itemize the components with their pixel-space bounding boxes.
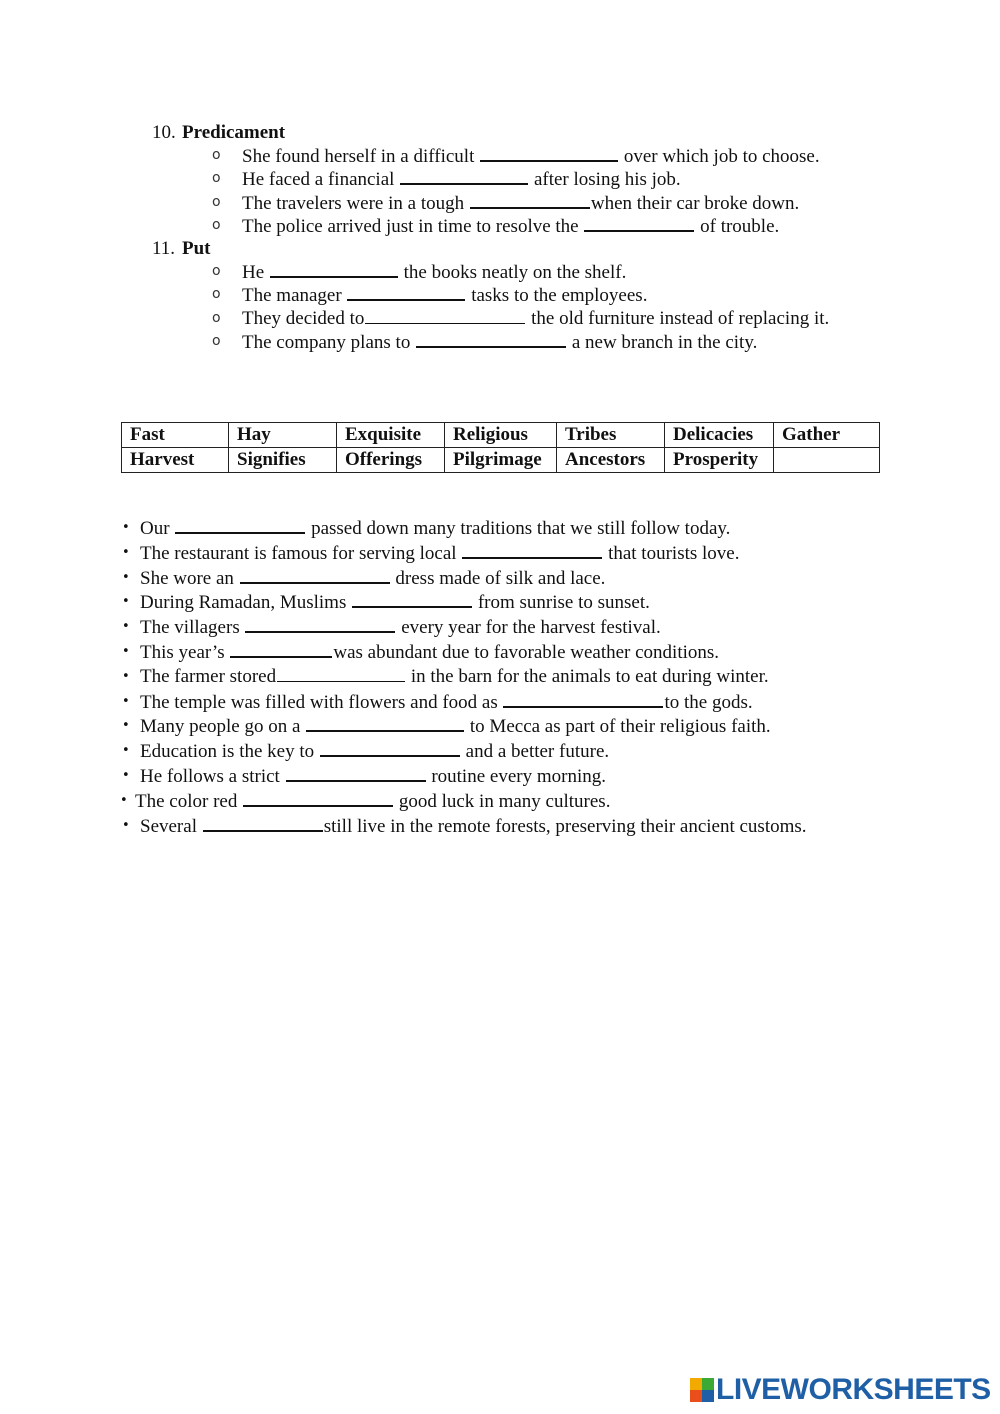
list-item: o The travelers were in a tough when their car broke down.: [212, 192, 800, 214]
logo-square: [702, 1378, 714, 1390]
sentence-item: • Many people go on a to Mecca as part of their religious faith.: [122, 716, 771, 738]
example-list: [152, 260, 952, 353]
answer-blank[interactable]: [306, 714, 464, 732]
list-item: o He the books neatly on the shelf.: [212, 262, 627, 283]
sentence-item: • This year’s was abundant due to favorable weather conditions.: [122, 641, 720, 663]
answer-blank[interactable]: [240, 566, 390, 584]
logo-mark-icon: [690, 1378, 714, 1402]
answer-blank[interactable]: [352, 590, 472, 608]
word-bank-cell: Offerings: [337, 448, 445, 473]
section-put: [152, 237, 952, 353]
answer-blank[interactable]: [400, 167, 528, 185]
bullet-icon: •: [122, 668, 130, 684]
bullet-icon: •: [122, 619, 130, 635]
answer-blank[interactable]: [347, 283, 465, 301]
bullet-icon: •: [122, 817, 130, 833]
sentence-item: • The villagers every year for the harvest festival.: [122, 617, 661, 639]
answer-blank[interactable]: [245, 615, 395, 633]
word-bank-cell: Religious: [445, 423, 557, 448]
answer-blank[interactable]: [230, 640, 332, 658]
bullet-icon: •: [122, 643, 130, 659]
word-bank-cell: Fast: [122, 423, 229, 448]
circle-bullet-icon: o: [212, 170, 221, 187]
section-title: [152, 237, 952, 260]
section-predicament: [152, 121, 952, 237]
answer-blank[interactable]: [365, 307, 525, 324]
section-number: 11.: [152, 238, 176, 259]
answer-blank[interactable]: [462, 541, 602, 559]
sentence-item: • He follows a strict routine every morning.: [122, 765, 606, 787]
sentence-item: • The temple was filled with flowers and food as to the gods.: [122, 691, 753, 713]
section-word: Predicament: [182, 122, 286, 143]
answer-blank[interactable]: [584, 214, 694, 232]
circle-bullet-icon: o: [212, 332, 221, 349]
answer-blank[interactable]: [175, 516, 305, 534]
circle-bullet-icon: o: [212, 263, 221, 279]
word-bank-cell: Exquisite: [337, 423, 445, 448]
logo-square: [690, 1378, 702, 1390]
section-title: [152, 121, 952, 144]
list-item: o They decided to the old furniture instead of replacing it.: [212, 307, 830, 329]
word-bank-row: [122, 448, 880, 473]
list-item: o The company plans to a new branch in the city.: [212, 331, 758, 353]
bullet-icon: •: [122, 718, 130, 734]
list-item: o The manager tasks to the employees.: [212, 285, 648, 307]
answer-blank[interactable]: [503, 690, 663, 708]
circle-bullet-icon: o: [212, 216, 221, 233]
section-word: Put: [182, 238, 211, 259]
sentence-item: • The farmer stored in the barn for the animals to eat during winter.: [120, 665, 980, 690]
answer-blank[interactable]: [203, 814, 323, 832]
circle-bullet-icon: o: [212, 147, 221, 163]
answer-blank[interactable]: [270, 260, 398, 278]
list-item: o She found herself in a difficult over which job to choose.: [212, 146, 820, 167]
bullet-icon: •: [122, 569, 130, 585]
sentence-item: • She wore an dress made of silk and lace.: [122, 567, 606, 589]
bullet-icon: •: [120, 792, 128, 808]
sentence-list: [120, 516, 980, 838]
sentence-item: • Our passed down many traditions that we still follow today.: [122, 518, 731, 539]
bullet-icon: •: [122, 693, 130, 709]
word-bank-cell: Signifies: [229, 448, 337, 473]
logo-square: [690, 1390, 702, 1402]
word-bank-table: [121, 422, 880, 473]
word-bank-cell: Harvest: [122, 448, 229, 473]
liveworksheets-logo[interactable]: [690, 1373, 991, 1406]
word-bank-row: [122, 423, 880, 448]
word-bank-cell: Gather: [774, 423, 880, 448]
list-item: o He faced a financial after losing his job.: [212, 169, 681, 191]
bullet-icon: •: [122, 520, 130, 535]
answer-blank[interactable]: [286, 764, 426, 782]
word-bank-cell: Tribes: [557, 423, 665, 448]
circle-bullet-icon: o: [212, 193, 221, 210]
sentence-item: • Education is the key to and a better future.: [122, 741, 610, 763]
answer-blank[interactable]: [470, 191, 590, 209]
word-bank-cell: Pilgrimage: [445, 448, 557, 473]
example-list: [152, 144, 952, 237]
bullet-icon: •: [122, 594, 130, 610]
logo-text: LIVEWORKSHEETS: [716, 1373, 991, 1406]
logo-square: [702, 1390, 714, 1402]
word-bank-cell: Delicacies: [665, 423, 774, 448]
sentence-item: • The color red good luck in many cultures.: [120, 790, 611, 812]
answer-blank[interactable]: [243, 789, 393, 807]
bullet-icon: •: [122, 544, 130, 560]
answer-blank[interactable]: [320, 739, 460, 757]
circle-bullet-icon: o: [212, 286, 221, 303]
word-bank-cell: [774, 448, 880, 473]
sentence-item: • Several still live in the remote forests, preserving their ancient customs.: [122, 815, 807, 837]
answer-blank[interactable]: [480, 144, 618, 162]
bullet-icon: •: [122, 767, 130, 783]
circle-bullet-icon: o: [212, 309, 221, 326]
word-bank-cell: Hay: [229, 423, 337, 448]
section-number: 10.: [152, 122, 176, 143]
word-bank-cell: Prosperity: [665, 448, 774, 473]
word-bank-cell: Ancestors: [557, 448, 665, 473]
list-item: o The police arrived just in time to resolve the of trouble.: [212, 215, 780, 237]
bullet-icon: •: [122, 743, 130, 759]
answer-blank[interactable]: [416, 330, 566, 348]
sentence-item: • During Ramadan, Muslims from sunrise to sunset.: [122, 592, 650, 614]
sentence-item: • The restaurant is famous for serving local that tourists love.: [122, 542, 740, 564]
answer-blank[interactable]: [277, 665, 405, 682]
